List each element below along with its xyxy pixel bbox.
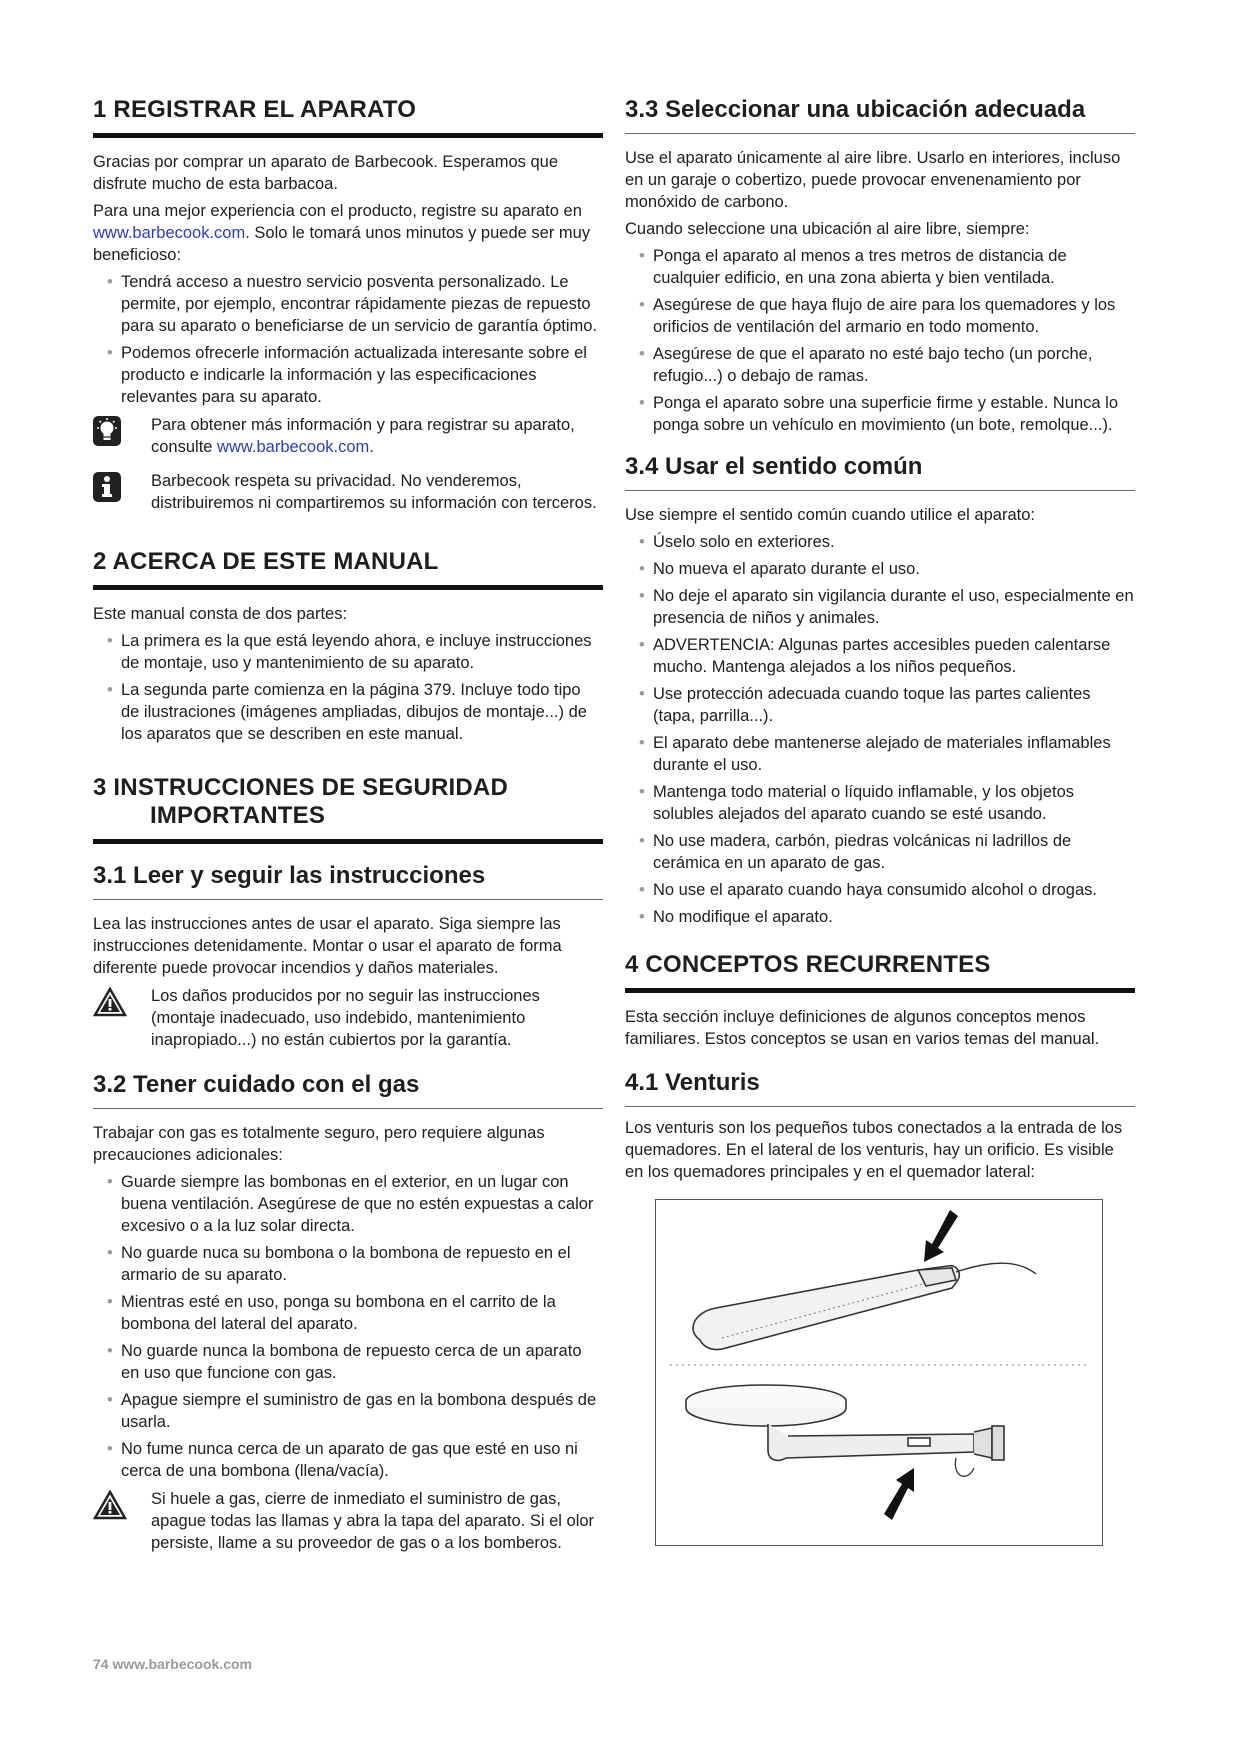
page-footer: 74 www.barbecook.com (93, 1656, 252, 1672)
bullet-list (93, 271, 603, 408)
list-item: • Podemos ofrecerle información actualizada interesante sobre el producto e indicarle la información y las especificaciones relevantes para su aparato. (93, 342, 603, 408)
warning-note (93, 985, 603, 1051)
list-item: • No guarde nunca la bombona de repuesto cerca de un aparato en uso que funcione con gas. (93, 1340, 603, 1384)
list-item: • ADVERTENCIA: Algunas partes accesibles pueden calentarse mucho. Mantenga alejados a los niños pequeños. (625, 634, 1135, 678)
list-item: • Apague siempre el suministro de gas en la bombona después de usarla. (93, 1389, 603, 1433)
bullet-list (625, 245, 1135, 436)
list-item: • No deje el aparato sin vigilancia durante el uso, especialmente en presencia de niños y animales. (625, 585, 1135, 629)
paragraph: Lea las instrucciones antes de usar el aparato. Siga siempre las instrucciones detenidamente. Montar o usar el aparato de forma diferente puede provocar incendios y daños materiales. (93, 915, 562, 977)
section-3-2-title: 3.2 Tener cuidado con el gas (93, 1071, 603, 1109)
bullet-list (625, 531, 1135, 928)
arrow-icon (884, 1468, 914, 1520)
list-item: • La segunda parte comienza en la página 379. Incluye todo tipo de ilustraciones (imágenes ampliadas, dibujos de montaje...) de los aparatos que se describen en este manual. (93, 679, 603, 745)
list-item: • Ponga el aparato al menos a tres metros de distancia de cualquier edificio, en una zona abierta y bien ventilada. (625, 245, 1135, 289)
section-3-4-title: 3.4 Usar el sentido común (625, 453, 1135, 491)
section-3-1-title: 3.1 Leer y seguir las instrucciones (93, 862, 603, 900)
list-item: • No modifique el aparato. (625, 906, 1135, 928)
paragraph: Gracias por comprar un aparato de Barbecook. Esperamos que disfrute mucho de esta barbacoa. (93, 153, 558, 193)
tip-text: Para obtener más información y para registrar su aparato, consulte www.barbecook.com. (151, 416, 575, 456)
tip-note (93, 414, 603, 458)
list-item: • Tendrá acceso a nuestro servicio posventa personalizado. Le permite, por ejemplo, encontrar rápidamente piezas de repuesto para su aparato o beneficiarse de un servicio de garantía óptimo. (93, 271, 603, 337)
list-item: • Asegúrese de que el aparato no esté bajo techo (un porche, refugio...) o debajo de ramas. (625, 343, 1135, 387)
paragraph: Esta sección incluye definiciones de algunos conceptos menos familiares. Estos conceptos se usan en varios temas del manual. (625, 1008, 1100, 1048)
barbecook-link[interactable]: www.barbecook.com (93, 224, 246, 242)
warning-icon (93, 987, 127, 1022)
venturi-illustration (655, 1199, 1103, 1546)
list-item: • Ponga el aparato sobre una superficie firme y estable. Nunca lo ponga sobre un vehículo en movimiento (un bote, remolque...). (625, 392, 1135, 436)
list-item: • No fume nunca cerca de un aparato de gas que esté en uso ni cerca de una bombona (llena/vacía). (93, 1438, 603, 1482)
list-item: • Mantenga todo material o líquido inflamable, y los objetos solubles alejados del aparato cuando se esté usando. (625, 781, 1135, 825)
paragraph: Este manual consta de dos partes: (93, 605, 348, 623)
list-item: • No use madera, carbón, piedras volcánicas ni ladrillos de cerámica en un aparato de gas. (625, 830, 1135, 874)
warning-text: Si huele a gas, cierre de inmediato el suministro de gas, apague todas las llamas y abra la tapa del aparato. Si el olor persiste, llame a su proveedor de gas o a los bomberos. (151, 1490, 595, 1552)
section-1-title: 1 REGISTRAR EL APARATO (93, 96, 603, 138)
list-item: • Mientras esté en uso, ponga su bombona en el carrito de la bombona del lateral del aparato. (93, 1291, 603, 1335)
list-item: • Guarde siempre las bombonas en el exterior, en un lugar con buena ventilación. Asegúrese de que no estén expuestas a calor excesivo o a la luz solar directa. (93, 1171, 603, 1237)
paragraph: Trabajar con gas es totalmente seguro, pero requiere algunas precauciones adicionales: (93, 1124, 545, 1164)
list-item: • Asegúrese de que haya flujo de aire para los quemadores y los orificios de ventilación del armario en todo momento. (625, 294, 1135, 338)
info-icon (93, 472, 127, 507)
section-4-1-title: 4.1 Venturis (625, 1069, 1135, 1107)
barbecook-link[interactable]: www.barbecook.com (217, 438, 370, 456)
venturi-drawing (656, 1200, 1102, 1545)
right-column (625, 96, 1135, 1546)
side-burner-drawing (686, 1385, 1004, 1476)
list-item: • Use protección adecuada cuando toque las partes calientes (tapa, parrilla...). (625, 683, 1135, 727)
bullet-list (93, 630, 603, 745)
paragraph: Cuando seleccione una ubicación al aire libre, siempre: (625, 220, 1030, 238)
paragraph: Use el aparato únicamente al aire libre. Usarlo en interiores, incluso en un garaje o cobertizo, puede provocar envenenamiento por monóxido de carbono. (625, 149, 1121, 211)
section-4-title: 4 CONCEPTOS RECURRENTES (625, 951, 1135, 993)
info-text: Barbecook respeta su privacidad. No venderemos, distribuiremos ni compartiremos su información con terceros. (151, 472, 597, 512)
paragraph: Para una mejor experiencia con el producto, registre su aparato en www.barbecook.com. Solo le tomará unos minutos y puede ser muy beneficioso: (93, 202, 591, 264)
section-3-3-title: 3.3 Seleccionar una ubicación adecuada (625, 96, 1135, 134)
bullet-list (93, 1171, 603, 1482)
warning-text: Los daños producidos por no seguir las instrucciones (montaje inadecuado, uso indebido, mantenimiento inapropiado...) no están cubiertos por la garantía. (151, 987, 540, 1049)
list-item: • No guarde nuca su bombona o la bombona de repuesto en el armario de su aparato. (93, 1242, 603, 1286)
list-item: • La primera es la que está leyendo ahora, e incluye instrucciones de montaje, uso y mantenimiento de su aparato. (93, 630, 603, 674)
section-3-title: 3 INSTRUCCIONES DE SEGURIDAD IMPORTANTES (93, 774, 603, 844)
warning-note (93, 1488, 603, 1554)
paragraph: Use siempre el sentido común cuando utilice el aparato: (625, 506, 1035, 524)
arrow-icon (924, 1210, 958, 1262)
lightbulb-icon (93, 416, 127, 451)
info-note (93, 470, 603, 514)
list-item: • El aparato debe mantenerse alejado de materiales inflamables durante el uso. (625, 732, 1135, 776)
section-2-title: 2 ACERCA DE ESTE MANUAL (93, 548, 603, 590)
list-item: • No use el aparato cuando haya consumido alcohol o drogas. (625, 879, 1135, 901)
list-item: • No mueva el aparato durante el uso. (625, 558, 1135, 580)
list-item: • Úselo solo en exteriores. (625, 531, 1135, 553)
paragraph: Los venturis son los pequeños tubos conectados a la entrada de los quemadores. En el lateral de los venturis, hay un orificio. Es visible en los quemadores principales y en el quemador lateral: (625, 1119, 1123, 1181)
main-burner-drawing (693, 1263, 1036, 1349)
left-column (93, 96, 603, 1562)
warning-icon (93, 1490, 127, 1525)
